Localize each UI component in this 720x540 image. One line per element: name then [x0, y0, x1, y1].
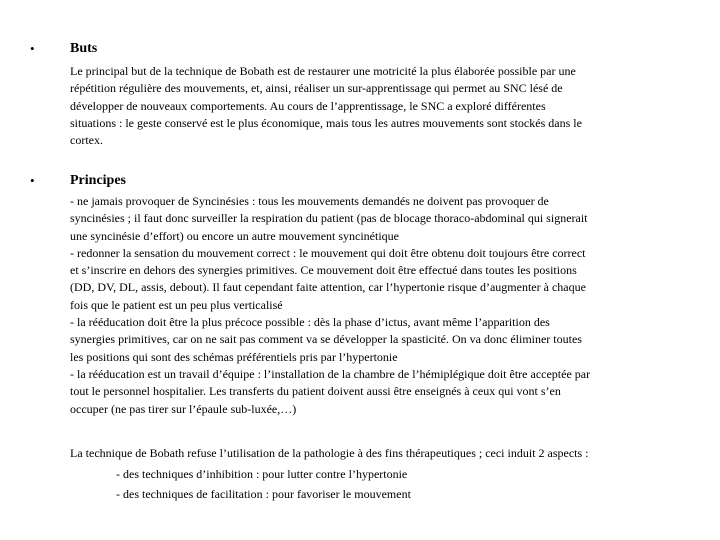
text-line: Le principal but de la technique de Bobath est de restaurer une motricité la plus élaborée possible par une — [70, 64, 576, 78]
text-line: (DD, DV, DL, assis, debout). Il faut cependant faite attention, car l’hypertonie risque d’augmenter à chaque — [70, 280, 586, 295]
text-line: répétition régulière des mouvements, et, ainsi, réaliser un sur-apprentissage qui permet au SNC lésé de — [70, 81, 563, 96]
text-line: - la rééducation doit être la plus précoce possible : dès la phase d’ictus, avant même l’apparition des — [70, 315, 550, 330]
paragraph-principes — [70, 193, 682, 418]
text-line: situations : le geste conservé est le plus économique, mais tous les autres mouvements sont stockés dans le — [70, 115, 582, 130]
text-line: cortex. — [70, 133, 103, 148]
text-line: syncinésies ; il faut donc surveiller la respiration du patient (pas de blocage thoraco-abdominal qui signerait — [70, 211, 588, 226]
text-line: fois que le patient est un peu plus verticalisé — [70, 297, 283, 312]
closing-item: - des techniques de facilitation : pour favoriser le mouvement — [116, 487, 411, 501]
closing-paragraph — [70, 443, 690, 505]
text-line: occuper (ne pas tirer sur l’épaule sub-luxée,…) — [70, 401, 297, 416]
text-line: une syncinésie d’effort) ou encore un autre mouvement syncinétique — [70, 228, 399, 243]
closing-intro: La technique de Bobath refuse l’utilisation de la pathologie à des fins thérapeutiques ; ceci induit 2 aspects : — [70, 446, 589, 460]
text-line: tout le personnel hospitalier. Les transferts du patient doivent aussi être enseignés à ceux qui vont s’en — [70, 384, 561, 399]
text-line: - redonner la sensation du mouvement correct : le mouvement qui doit être obtenu doit toujours être correct — [70, 245, 586, 260]
heading-principes: Principes — [70, 173, 126, 188]
text-line: et s’inscrire en dehors des synergies primitives. Ce mouvement doit être effectué dans toutes les positions — [70, 263, 577, 278]
closing-item: - des techniques d’inhibition : pour lutter contre l’hypertonie — [116, 466, 408, 481]
text-line: - ne jamais provoquer de Syncinésies : tous les mouvements demandés ne doivent pas provoquer de — [70, 194, 549, 208]
text-line: synergies primitives, car on ne sait pas comment va se développer la spasticité. On va donc éliminer toutes — [70, 332, 582, 347]
text-line: - la rééducation est un travail d’équipe : l’installation de la chambre de l’hémiplégique doit être acceptée par — [70, 366, 591, 381]
bullet-marker: • — [30, 173, 35, 188]
text-line: développer de nouveaux comportements. Au cours de l’apprentissage, le SNC a exploré différentes — [70, 98, 546, 113]
bullet-marker: • — [30, 41, 35, 56]
heading-buts: Buts — [70, 41, 98, 56]
paragraph-buts — [70, 63, 682, 149]
text-line: les positions qui sont des schémas préférentiels pris par l’hypertonie — [70, 349, 398, 364]
